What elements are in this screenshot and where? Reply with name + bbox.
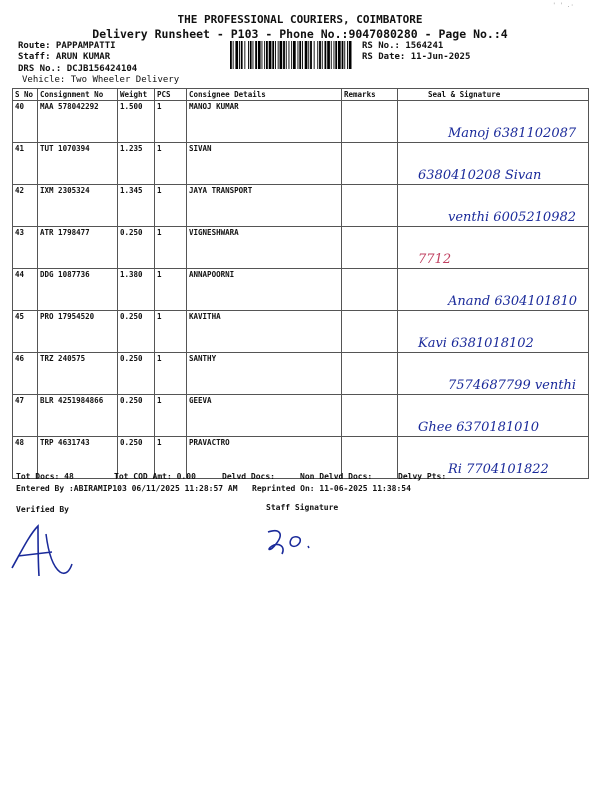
pcs-cell: 1 bbox=[155, 185, 187, 227]
col-seal-signature: Seal & Signature bbox=[398, 89, 589, 101]
reprinted-on: Reprinted On: 11-06-2025 11:38:54 bbox=[252, 484, 411, 493]
sno-cell: 42 bbox=[13, 185, 38, 227]
col-remarks: Remarks bbox=[342, 89, 398, 101]
delvy-pts: Delvy Pts: bbox=[398, 472, 447, 481]
runsheet-title: Delivery Runsheet - P103 - Phone No.:9047080280 - Page No.:4 bbox=[92, 27, 508, 41]
pcs-cell: 1 bbox=[155, 353, 187, 395]
weight-cell: 0.250 bbox=[118, 311, 155, 353]
signature-cell: 6380410208 Sivan bbox=[398, 143, 589, 185]
delvd-docs: Delvd Docs: bbox=[222, 472, 275, 481]
tot-docs: Tot Docs: 48 bbox=[16, 472, 74, 481]
sno-cell: 48 bbox=[13, 437, 38, 479]
rs-number: RS No.: 1564241 bbox=[362, 41, 444, 51]
consignee-cell: PRAVACTRO bbox=[187, 437, 342, 479]
weight-cell: 0.250 bbox=[118, 227, 155, 269]
sno-cell: 45 bbox=[13, 311, 38, 353]
sno-cell: 41 bbox=[13, 143, 38, 185]
remarks-cell bbox=[342, 185, 398, 227]
non-delvd-docs: Non Delvd Docs: bbox=[300, 472, 373, 481]
route-label: Route: PAPPAMPATTI bbox=[18, 41, 116, 51]
consignee-cell: SIVAN bbox=[187, 143, 342, 185]
pcs-cell: 1 bbox=[155, 143, 187, 185]
sno-cell: 40 bbox=[13, 101, 38, 143]
consignee-cell: JAYA TRANSPORT bbox=[187, 185, 342, 227]
signature-cell: Ghee 6370181010 bbox=[398, 395, 589, 437]
remarks-cell bbox=[342, 227, 398, 269]
barcode-image bbox=[230, 41, 354, 69]
weight-cell: 1.500 bbox=[118, 101, 155, 143]
tot-cod: Tot COD Amt: 0.00 bbox=[114, 472, 196, 481]
col-consignment: Consignment No bbox=[38, 89, 118, 101]
consignment-cell: DDG 1087736 bbox=[38, 269, 118, 311]
consignee-cell: MANOJ KUMAR bbox=[187, 101, 342, 143]
remarks-cell bbox=[342, 353, 398, 395]
table-header-row bbox=[13, 89, 589, 101]
table-row bbox=[13, 269, 589, 311]
sno-cell: 43 bbox=[13, 227, 38, 269]
remarks-cell bbox=[342, 311, 398, 353]
weight-cell: 1.235 bbox=[118, 143, 155, 185]
consignment-cell: TUT 1070394 bbox=[38, 143, 118, 185]
pcs-cell: 1 bbox=[155, 269, 187, 311]
weight-cell: 1.380 bbox=[118, 269, 155, 311]
pcs-cell: 1 bbox=[155, 395, 187, 437]
table-row bbox=[13, 395, 589, 437]
consignment-cell: PRO 17954520 bbox=[38, 311, 118, 353]
consignment-cell: BLR 4251984866 bbox=[38, 395, 118, 437]
runsheet-table bbox=[12, 88, 589, 479]
vehicle-label: Vehicle: Two Wheeler Delivery bbox=[22, 75, 180, 85]
col-pcs: PCS bbox=[155, 89, 187, 101]
pcs-cell: 1 bbox=[155, 101, 187, 143]
rs-date: RS Date: 11-Jun-2025 bbox=[362, 52, 471, 62]
pcs-cell: 1 bbox=[155, 227, 187, 269]
signature-cell: Kavi 6381018102 bbox=[398, 311, 589, 353]
remarks-cell bbox=[342, 143, 398, 185]
weight-cell: 1.345 bbox=[118, 185, 155, 227]
scan-mark: ' ' .· bbox=[552, 2, 574, 9]
sno-cell: 47 bbox=[13, 395, 38, 437]
remarks-cell bbox=[342, 269, 398, 311]
table-row bbox=[13, 143, 589, 185]
weight-cell: 0.250 bbox=[118, 395, 155, 437]
consignee-cell: ANNAPOORNI bbox=[187, 269, 342, 311]
col-weight: Weight bbox=[118, 89, 155, 101]
sno-cell: 46 bbox=[13, 353, 38, 395]
drs-label: DRS No.: DCJB156424104 bbox=[18, 64, 138, 74]
staff-signature-label: Staff Signature bbox=[266, 503, 339, 512]
signature-cell: 7574687799 venthi bbox=[398, 353, 589, 395]
table-row bbox=[13, 185, 589, 227]
weight-cell: 0.250 bbox=[118, 353, 155, 395]
table-row bbox=[13, 311, 589, 353]
signature-cell: venthi 6005210982 bbox=[398, 185, 589, 227]
pcs-cell: 1 bbox=[155, 311, 187, 353]
table-row bbox=[13, 353, 589, 395]
consignment-cell: TRZ 240575 bbox=[38, 353, 118, 395]
signature-cell: Ri 7704101822 bbox=[398, 437, 589, 479]
staff-signature bbox=[262, 524, 322, 560]
verified-by-label: Verified By bbox=[16, 505, 69, 514]
consignment-cell: IXM 2305324 bbox=[38, 185, 118, 227]
verified-signature bbox=[8, 520, 78, 580]
pcs-cell: 1 bbox=[155, 437, 187, 479]
sno-cell: 44 bbox=[13, 269, 38, 311]
consignee-cell: GEEVA bbox=[187, 395, 342, 437]
consignment-cell: ATR 1798477 bbox=[38, 227, 118, 269]
entered-by: Entered By :ABIRAMIP103 06/11/2025 11:28:57 AM bbox=[16, 484, 238, 493]
company-title: THE PROFESSIONAL COURIERS, COIMBATORE bbox=[177, 13, 423, 26]
consignment-cell: TRP 4631743 bbox=[38, 437, 118, 479]
consignment-cell: MAA 578042292 bbox=[38, 101, 118, 143]
consignee-cell: SANTHY bbox=[187, 353, 342, 395]
weight-cell: 0.250 bbox=[118, 437, 155, 479]
staff-label: Staff: ARUN KUMAR bbox=[18, 52, 111, 62]
signature-cell: Anand 6304101810 bbox=[398, 269, 589, 311]
col-consignee: Consignee Details bbox=[187, 89, 342, 101]
signature-cell: Manoj 6381102087 bbox=[398, 101, 589, 143]
consignee-cell: KAVITHA bbox=[187, 311, 342, 353]
col-sno: S No bbox=[13, 89, 38, 101]
remarks-cell bbox=[342, 395, 398, 437]
consignee-cell: VIGNESHWARA bbox=[187, 227, 342, 269]
table-row bbox=[13, 101, 589, 143]
remarks-cell bbox=[342, 101, 398, 143]
table-row bbox=[13, 227, 589, 269]
signature-cell: 7712 bbox=[398, 227, 589, 269]
